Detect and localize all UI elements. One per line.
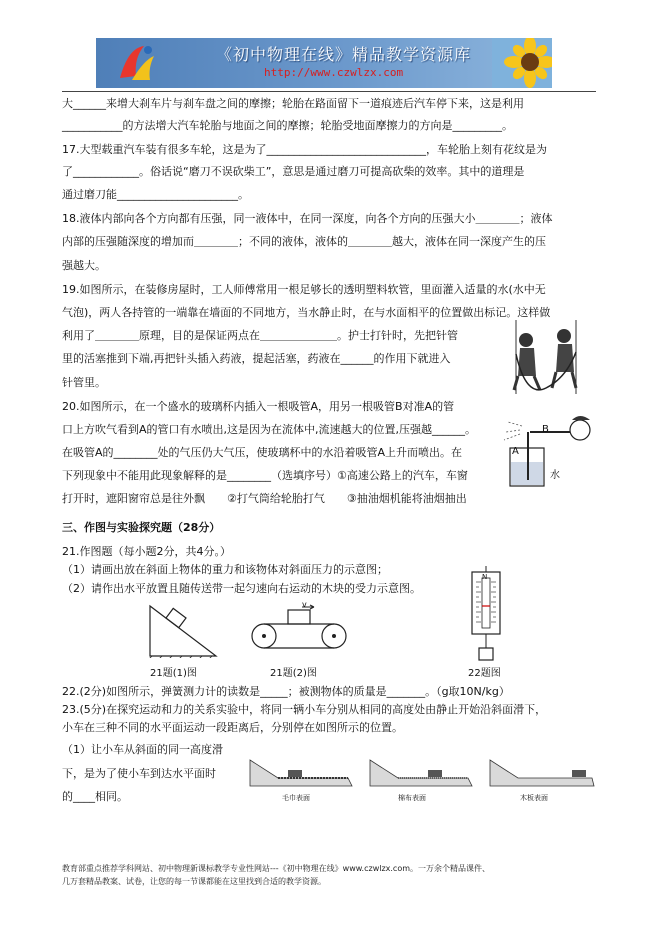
text-line: （2）请作出水平放置且随传送带一起匀速向右运动的木块的受力示意图。 — [62, 582, 421, 595]
site-url[interactable]: http://www.czwlzx.com — [264, 66, 404, 79]
text-line: 的____相同。 — [62, 790, 128, 803]
section-heading: 三、作图与实验探究题（28分） — [62, 521, 221, 534]
text-line: 强越大。 — [62, 259, 106, 272]
text-line: 大______来增大刹车片与刹车盘之间的摩擦；轮胎在路面留下一道痕迹后汽车停下来，这是利用 — [62, 97, 524, 110]
site-logo-icon — [114, 42, 158, 84]
caption-fig21-2: 21题(2)图 — [270, 668, 317, 679]
header-banner — [96, 38, 552, 88]
footer-line: 教育部重点推荐学科网站、初中物理新课标教学专业性网站---《初中物理在线》www.czwlzx.com。一万余个精品课件、 — [62, 864, 491, 873]
header-divider — [62, 91, 596, 92]
site-title: 《初中物理在线》精品教学资源库 — [216, 45, 472, 64]
text-line: 内部的压强随深度的增加而＿＿＿＿；不同的液体，液体的＿＿＿＿越大，液体在同一深度产生的压 — [62, 235, 546, 248]
sunflower-icon — [492, 38, 552, 88]
caption-surface-1: 毛巾表面 — [282, 794, 310, 802]
caption-surface-2: 棉布表面 — [398, 794, 426, 802]
caption-surface-3: 木板表面 — [520, 794, 548, 802]
text-line: 针管里。 — [62, 376, 106, 389]
label-b: B — [542, 424, 549, 435]
text-line: 了____________。俗话说“磨刀不误砍柴工”，意思是通过磨刀可提高砍柴的效率。其中的道理是 — [62, 165, 525, 178]
label-v: v — [302, 600, 307, 609]
label-water: 水 — [550, 470, 560, 481]
text-line: 23.(5分)在探究运动和力的关系实验中，将同一辆小车分别从相同的高度处由静止开始沿斜面滑下， — [62, 703, 547, 716]
text-line: 气泡)，两人各持管的一端靠在墙面的不同地方，当水静止时，在与水面相平的位置做出标记。这样做 — [62, 306, 551, 319]
text-line: 20.如图所示，在一个盛水的玻璃杯内插入一根吸管A，用另一根吸管B对准A的管 — [62, 400, 455, 413]
text-line: 19.如图所示，在装修房屋时，工人师傅常用一根足够长的透明塑料软管，里面灌入适量的水(水中无 — [62, 283, 546, 296]
hose-workers-figure — [496, 318, 596, 396]
text-line: （1）请画出放在斜面上物体的重力和该物体对斜面压力的示意图； — [62, 563, 388, 576]
caption-fig22: 22题图 — [468, 668, 501, 679]
text-line: 下列现象中不能用此现象解释的是________（选填序号）①高速公路上的汽车，车窗 — [62, 469, 468, 482]
text-line: 18.液体内部向各个方向都有压强，同一液体中，在同一深度，向各个方向的压强大小＿＿＿＿；液体 — [62, 212, 553, 225]
label-n: N — [482, 573, 488, 581]
text-line: 在吸管A的________处的气压仍大气压，使玻璃杯中的水沿着吸管A上升而喷出。在 — [62, 446, 463, 459]
label-a: A — [512, 446, 519, 457]
text-line: 22.(2分)如图所示，弹簧测力计的读数是_____；被测物体的质量是_______。（g取10N/kg） — [62, 685, 510, 698]
text-line: 小车在三种不同的水平面运动一段距离后，分别停在如图所示的位置。 — [62, 721, 403, 734]
footer-line: 几万套精品教案、试卷，让您的每一节课都能在这里找到合适的教学资源。 — [62, 877, 326, 886]
text-line: 通过磨刀能______________________。 — [62, 188, 249, 201]
text-line: 打开时，遮阳窗帘总是往外飘 ②打气筒给轮胎打气 ③抽油烟机能将油烟抽出 — [62, 492, 467, 505]
text-line: 利用了＿＿＿＿原理，目的是保证两点在＿＿＿＿＿＿＿。护士打针时，先把针管 — [62, 329, 458, 342]
text-line: 17.大型载重汽车装有很多车轮，这是为了_____________________________，车轮胎上刻有花纹是为 — [62, 143, 547, 156]
text-line: 21.作图题（每小题2分，共4分。） — [62, 545, 231, 558]
text-line: ___________的方法增大汽车轮胎与地面之间的摩擦；轮胎受地面摩擦力的方向是_________。 — [62, 119, 513, 132]
text-line: 口上方吹气看到A的管口有水喷出,这是因为在流体中,流速越大的位置,压强越______。 — [62, 423, 477, 436]
three-surfaces-figure — [248, 752, 596, 792]
caption-fig21-1: 21题(1)图 — [150, 668, 197, 679]
text-line: 里的活塞推到下端,再把针头插入药液，提起活塞，药液在______的作用下就进入 — [62, 352, 451, 365]
incline-figure — [148, 598, 218, 658]
conveyor-figure — [250, 604, 348, 654]
text-line: （1）让小车从斜面的同一高度滑 — [62, 743, 223, 756]
text-line: 下，是为了使小车到达水平面时 — [62, 767, 216, 780]
